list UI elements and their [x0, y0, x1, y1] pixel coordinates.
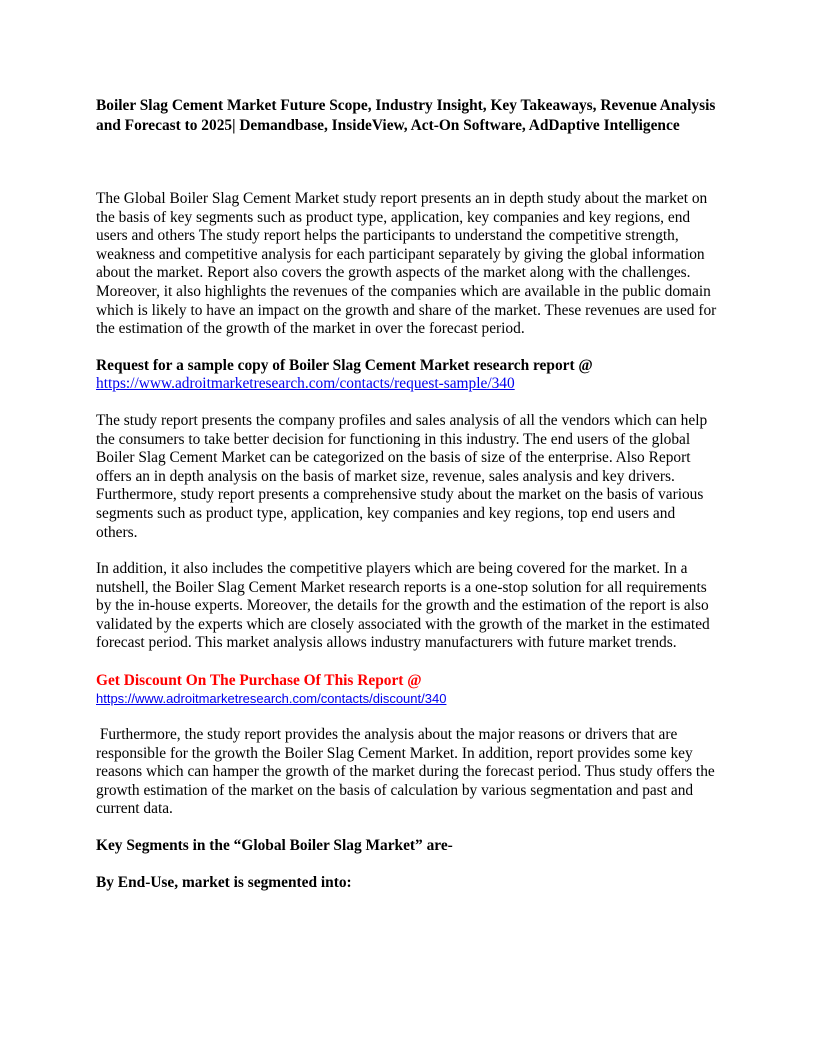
competitive-players-paragraph: In addition, it also includes the competitive players which are being covered for the market. In a nutshell, the Boiler Slag Cement Market research reports is a one-stop solution for all requirements by the in-house experts. Moreover, the details for the growth and the estimation of the report is also validated by the experts which are closely associated with the growth of the market in the estimated forecast period. This market analysis allows industry manufacturers with future market trends. — [96, 560, 710, 652]
document-page — [96, 96, 720, 892]
intro-paragraph: The Global Boiler Slag Cement Market study report presents an in depth study about the market on the basis of key segments such as product type, application, key companies and key regions, end users and others The study report helps the participants to understand the competitive strength, weakness and competitive analysis for each participant separately by giving the global information about the market. Report also covers the growth aspects of the market along with the challenges. Moreover, it also highlights the revenues of the companies which are available in the public domain which is likely to have an impact on the growth and share of the market. These revenues are used for the estimation of the growth of the market in over the forecast period. — [96, 190, 717, 338]
company-profiles-paragraph: The study report presents the company profiles and sales analysis of all the vendors which can help the consumers to take better decision for functioning in this industry. The end users of the global Boiler Slag Cement Market can be categorized on the basis of size of the enterprise. Also Report offers an in depth analysis on the basis of market size, revenue, sales analysis and key drivers. Furthermore, study report presents a comprehensive study about the market on the basis of various segments such as product type, application, key companies and key regions, top end users and others. — [96, 411, 708, 541]
end-use-heading: By End-Use, market is segmented into: — [96, 873, 352, 891]
key-segments-heading: Key Segments in the “Global Boiler Slag Market” are- — [96, 837, 453, 855]
sample-request-heading: Request for a sample copy of Boiler Slag Cement Market research report @ — [96, 356, 593, 374]
discount-heading: Get Discount On The Purchase Of This Report @ — [96, 672, 422, 690]
document-title: Boiler Slag Cement Market Future Scope, Industry Insight, Key Takeaways, Revenue Analysis and Forecast to 2025| Demandbase, InsideView, Act-On Software, AdDaptive Intelligence — [96, 97, 716, 134]
discount-link[interactable]: https://www.adroitmarketresearch.com/contacts/discount/340 — [96, 691, 447, 707]
growth-drivers-paragraph: Furthermore, the study report provides the analysis about the major reasons or drivers that are responsible for the growth the Boiler Slag Cement Market. In addition, report provides some key reasons which can hamper the growth of the market during the forecast period. Thus study offers the growth estimation of the market on the basis of calculation by various segmentation and past and current data. — [96, 726, 719, 818]
sample-request-link[interactable]: https://www.adroitmarketresearch.com/contacts/request-sample/340 — [96, 375, 515, 393]
